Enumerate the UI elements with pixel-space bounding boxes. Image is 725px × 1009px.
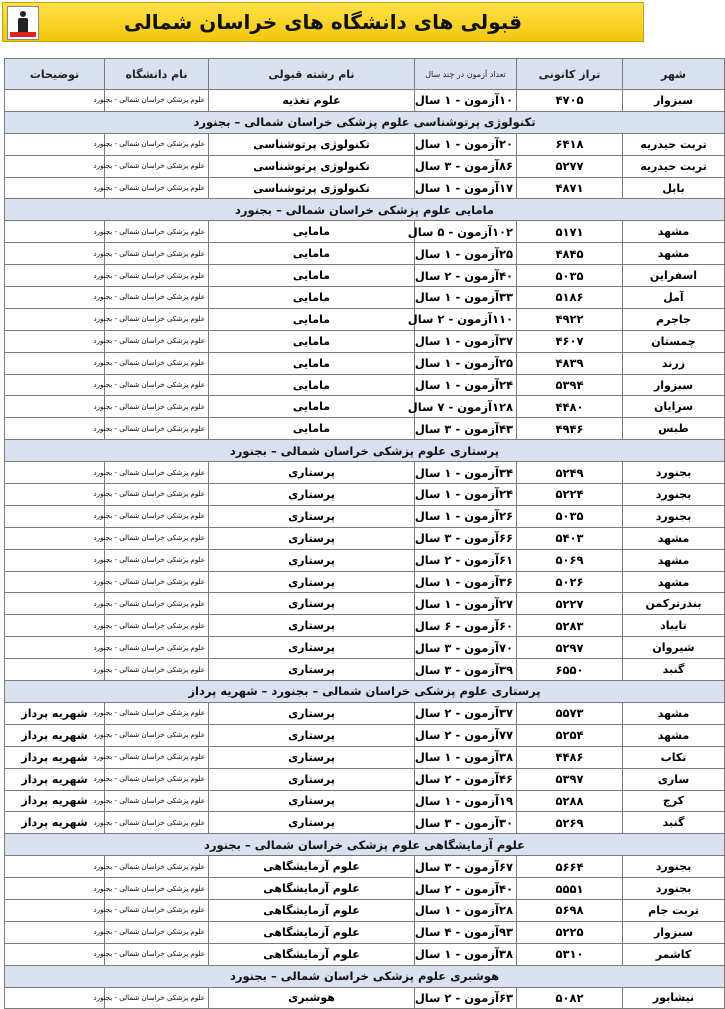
university-cell: علوم پزشکی خراسان شمالی - بجنورد [105,374,209,396]
rank-cell: ۳۸آزمون - ۱ سال [415,746,517,768]
section-row [5,681,725,703]
score-cell: ۵۶۹۸ [517,899,623,921]
header-description: توضیحات [5,59,105,90]
major-cell: پرستاری [209,484,415,506]
header-row [5,59,725,90]
table-row [5,746,725,768]
rank-cell: ۲۵آزمون - ۱ سال [415,352,517,374]
rank-cell: ۱۲۸آزمون - ۷ سال [415,396,517,418]
table-row [5,527,725,549]
university-cell: علوم پزشکی خراسان شمالی - بجنورد [105,571,209,593]
table-row [5,702,725,724]
rank-cell: ۷۷آزمون - ۲ سال [415,724,517,746]
city-cell: سرایان [623,396,725,418]
description-cell [5,921,105,943]
table-row [5,330,725,352]
major-cell: مامایی [209,308,415,330]
university-cell: علوم پزشکی خراسان شمالی - بجنورد [105,221,209,243]
description-cell [5,155,105,177]
university-cell: علوم پزشکی خراسان شمالی - بجنورد [105,133,209,155]
header-major: نام رشته قبولی [209,59,415,90]
city-cell: گنبد [623,812,725,834]
score-cell: ۵۲۴۹ [517,462,623,484]
city-cell: آمل [623,287,725,309]
description-cell [5,527,105,549]
results-table [4,58,725,1009]
major-cell: هوشبری [209,987,415,1009]
section-title: تکنولوژی پرتوشناسی علوم پزشکی خراسان شمالی – بجنورد [5,111,725,133]
city-cell: تربت حیدریه [623,133,725,155]
rank-cell: ۳۸آزمون - ۱ سال [415,943,517,965]
table-row [5,308,725,330]
major-cell: مامایی [209,287,415,309]
university-cell: علوم پزشکی خراسان شمالی - بجنورد [105,177,209,199]
major-cell: پرستاری [209,659,415,681]
city-cell: مشهد [623,221,725,243]
rank-cell: ۲۴آزمون - ۱ سال [415,374,517,396]
table-row [5,287,725,309]
city-cell: شیروان [623,637,725,659]
description-cell: شهریه پرداز [5,790,105,812]
score-cell: ۵۲۲۷ [517,593,623,615]
rank-cell: ۱۹آزمون - ۱ سال [415,790,517,812]
score-cell: ۵۰۸۲ [517,987,623,1009]
section-title: پرستاری علوم پزشکی خراسان شمالی – بجنورد – شهریه پرداز [5,681,725,703]
city-cell: زرند [623,352,725,374]
rank-cell: ۶۷آزمون - ۳ سال [415,856,517,878]
major-cell: پرستاری [209,790,415,812]
rank-cell: ۹۳آزمون - ۴ سال [415,921,517,943]
rank-cell: ۳۶آزمون - ۱ سال [415,571,517,593]
city-cell: مشهد [623,549,725,571]
city-cell: مشهد [623,571,725,593]
university-cell: علوم پزشکی خراسان شمالی - بجنورد [105,724,209,746]
city-cell: مشهد [623,702,725,724]
university-cell: علوم پزشکی خراسان شمالی - بجنورد [105,155,209,177]
description-cell [5,287,105,309]
rank-cell: ۳۷آزمون - ۲ سال [415,702,517,724]
city-cell: مشهد [623,243,725,265]
city-cell: سبزوار [623,921,725,943]
university-cell: علوم پزشکی خراسان شمالی - بجنورد [105,265,209,287]
city-cell: بجنورد [623,484,725,506]
score-cell: ۵۱۸۶ [517,287,623,309]
city-cell: بابل [623,177,725,199]
university-cell: علوم پزشکی خراسان شمالی - بجنورد [105,593,209,615]
title-banner [2,2,644,42]
rank-cell: ۳۴آزمون - ۱ سال [415,462,517,484]
table-row [5,943,725,965]
section-title: هوشبری علوم پزشکی خراسان شمالی – بجنورد [5,965,725,987]
description-cell [5,90,105,112]
major-cell: مامایی [209,221,415,243]
rank-cell: ۴۰آزمون - ۲ سال [415,265,517,287]
major-cell: مامایی [209,352,415,374]
rank-cell: ۲۸آزمون - ۱ سال [415,899,517,921]
table-row [5,659,725,681]
rank-cell: ۸۶آزمون - ۳ سال [415,155,517,177]
university-cell: علوم پزشکی خراسان شمالی - بجنورد [105,899,209,921]
score-cell: ۶۵۵۰ [517,659,623,681]
university-cell: علوم پزشکی خراسان شمالی - بجنورد [105,243,209,265]
major-cell: علوم تغذیه [209,90,415,112]
major-cell: پرستاری [209,527,415,549]
major-cell: مامایی [209,243,415,265]
table-row [5,790,725,812]
description-cell [5,571,105,593]
description-cell [5,352,105,374]
major-cell: تکنولوژی پرتوشناسی [209,133,415,155]
table-row [5,418,725,440]
table-row [5,177,725,199]
score-cell: ۶۴۱۸ [517,133,623,155]
rank-cell: ۴۰آزمون - ۲ سال [415,878,517,900]
score-cell: ۴۴۸۰ [517,396,623,418]
major-cell: تکنولوژی پرتوشناسی [209,155,415,177]
major-cell: پرستاری [209,812,415,834]
score-cell: ۴۸۷۱ [517,177,623,199]
major-cell: پرستاری [209,637,415,659]
university-cell: علوم پزشکی خراسان شمالی - بجنورد [105,352,209,374]
major-cell: پرستاری [209,746,415,768]
description-cell [5,462,105,484]
rank-cell: ۳۳آزمون - ۱ سال [415,287,517,309]
university-cell: علوم پزشکی خراسان شمالی - بجنورد [105,702,209,724]
table-row [5,265,725,287]
score-cell: ۵۲۹۷ [517,637,623,659]
score-cell: ۵۲۶۹ [517,812,623,834]
university-cell: علوم پزشکی خراسان شمالی - بجنورد [105,527,209,549]
description-cell: شهریه پرداز [5,812,105,834]
description-cell [5,330,105,352]
table-row [5,856,725,878]
page-title: قبولی های دانشگاه های خراسان شمالی [124,10,522,34]
table-row [5,571,725,593]
description-cell [5,943,105,965]
score-cell: ۵۰۲۶ [517,571,623,593]
rank-cell: ۲۴آزمون - ۱ سال [415,484,517,506]
score-cell: ۵۲۷۷ [517,155,623,177]
major-cell: علوم آزمایشگاهی [209,943,415,965]
university-cell: علوم پزشکی خراسان شمالی - بجنورد [105,987,209,1009]
table-row [5,462,725,484]
header-city: شهر [623,59,725,90]
score-cell: ۵۰۶۹ [517,549,623,571]
major-cell: پرستاری [209,724,415,746]
table-row [5,812,725,834]
city-cell: سبزوار [623,374,725,396]
university-cell: علوم پزشکی خراسان شمالی - بجنورد [105,462,209,484]
section-title: علوم آزمایشگاهی علوم پزشکی خراسان شمالی – بجنورد [5,834,725,856]
major-cell: پرستاری [209,593,415,615]
rank-cell: ۳۷آزمون - ۱ سال [415,330,517,352]
university-cell: علوم پزشکی خراسان شمالی - بجنورد [105,615,209,637]
city-cell: اسفراین [623,265,725,287]
description-cell [5,615,105,637]
university-cell: علوم پزشکی خراسان شمالی - بجنورد [105,330,209,352]
rank-cell: ۱۱۰آزمون - ۲ سال [415,308,517,330]
university-cell: علوم پزشکی خراسان شمالی - بجنورد [105,637,209,659]
table-row [5,615,725,637]
city-cell: مشهد [623,527,725,549]
major-cell: پرستاری [209,549,415,571]
score-cell: ۵۱۷۱ [517,221,623,243]
major-cell: پرستاری [209,462,415,484]
description-cell [5,856,105,878]
description-cell: شهریه پرداز [5,768,105,790]
header-score: تراز کانونی [517,59,623,90]
rank-cell: ۴۶آزمون - ۲ سال [415,768,517,790]
description-cell [5,308,105,330]
university-cell: علوم پزشکی خراسان شمالی - بجنورد [105,549,209,571]
rank-cell: ۶۱آزمون - ۲ سال [415,549,517,571]
description-cell [5,899,105,921]
city-cell: بجنورد [623,878,725,900]
university-cell: علوم پزشکی خراسان شمالی - بجنورد [105,790,209,812]
university-cell: علوم پزشکی خراسان شمالی - بجنورد [105,921,209,943]
major-cell: مامایی [209,330,415,352]
city-cell: بجنورد [623,462,725,484]
description-cell [5,374,105,396]
score-cell: ۴۶۰۷ [517,330,623,352]
major-cell: مامایی [209,265,415,287]
rank-cell: ۶۰آزمون - ۶ سال [415,615,517,637]
major-cell: مامایی [209,418,415,440]
score-cell: ۴۹۴۶ [517,418,623,440]
section-row [5,440,725,462]
score-cell: ۵۲۸۳ [517,615,623,637]
score-cell: ۴۸۴۵ [517,243,623,265]
description-cell [5,659,105,681]
section-row [5,199,725,221]
description-cell [5,878,105,900]
rank-cell: ۲۶آزمون - ۱ سال [415,505,517,527]
table-row [5,987,725,1009]
description-cell: شهریه پرداز [5,724,105,746]
major-cell: پرستاری [209,615,415,637]
score-cell: ۵۳۹۴ [517,374,623,396]
score-cell: ۵۰۳۵ [517,505,623,527]
university-cell: علوم پزشکی خراسان شمالی - بجنورد [105,90,209,112]
university-cell: علوم پزشکی خراسان شمالی - بجنورد [105,287,209,309]
table-row [5,484,725,506]
section-title: پرستاری علوم پزشکی خراسان شمالی – بجنورد [5,440,725,462]
logo [7,6,39,40]
score-cell: ۴۴۸۶ [517,746,623,768]
table-row [5,133,725,155]
score-cell: ۵۳۱۰ [517,943,623,965]
major-cell: علوم آزمایشگاهی [209,878,415,900]
description-cell [5,221,105,243]
section-row [5,111,725,133]
description-cell [5,265,105,287]
city-cell: بجنورد [623,505,725,527]
header-university: نام دانشگاه [105,59,209,90]
university-cell: علوم پزشکی خراسان شمالی - بجنورد [105,856,209,878]
table-row [5,724,725,746]
table-row [5,396,725,418]
score-cell: ۵۲۸۸ [517,790,623,812]
table-row [5,352,725,374]
score-cell: ۵۲۲۵ [517,921,623,943]
score-cell: ۴۷۰۵ [517,90,623,112]
university-cell: علوم پزشکی خراسان شمالی - بجنورد [105,812,209,834]
rank-cell: ۲۷آزمون - ۱ سال [415,593,517,615]
description-cell [5,243,105,265]
description-cell: شهریه پرداز [5,746,105,768]
major-cell: مامایی [209,374,415,396]
section-row [5,965,725,987]
university-cell: علوم پزشکی خراسان شمالی - بجنورد [105,768,209,790]
score-cell: ۵۵۷۳ [517,702,623,724]
city-cell: نیشابور [623,987,725,1009]
rank-cell: ۷۰آزمون - ۳ سال [415,637,517,659]
university-cell: علوم پزشکی خراسان شمالی - بجنورد [105,308,209,330]
city-cell: بندرترکمن [623,593,725,615]
city-cell: تایباد [623,615,725,637]
description-cell [5,484,105,506]
rank-cell: ۶۳آزمون - ۲ سال [415,987,517,1009]
logo-red-bar [10,32,36,37]
city-cell: کاشمر [623,943,725,965]
graduate-figure-icon [17,11,29,33]
major-cell: پرستاری [209,768,415,790]
city-cell: طبس [623,418,725,440]
table-row [5,243,725,265]
table-row [5,637,725,659]
university-cell: علوم پزشکی خراسان شمالی - بجنورد [105,943,209,965]
major-cell: مامایی [209,396,415,418]
section-title: مامایی علوم پزشکی خراسان شمالی – بجنورد [5,199,725,221]
university-cell: علوم پزشکی خراسان شمالی - بجنورد [105,484,209,506]
table-row [5,549,725,571]
table-row [5,155,725,177]
description-cell [5,177,105,199]
header-rank: تعداد آزمون در چند سال [415,59,517,90]
city-cell: چمستان [623,330,725,352]
score-cell: ۵۵۵۱ [517,878,623,900]
major-cell: علوم آزمایشگاهی [209,921,415,943]
rank-cell: ۳۰آزمون - ۳ سال [415,812,517,834]
description-cell [5,505,105,527]
university-cell: علوم پزشکی خراسان شمالی - بجنورد [105,505,209,527]
rank-cell: ۲۰آزمون - ۱ سال [415,133,517,155]
university-cell: علوم پزشکی خراسان شمالی - بجنورد [105,659,209,681]
description-cell [5,418,105,440]
table-row [5,878,725,900]
table-row [5,921,725,943]
major-cell: علوم آزمایشگاهی [209,899,415,921]
major-cell: تکنولوژی پرتوشناسی [209,177,415,199]
rank-cell: ۳۹آزمون - ۳ سال [415,659,517,681]
table-row [5,593,725,615]
university-cell: علوم پزشکی خراسان شمالی - بجنورد [105,418,209,440]
description-cell: شهریه پرداز [5,702,105,724]
city-cell: جاجرم [623,308,725,330]
score-cell: ۴۹۲۲ [517,308,623,330]
score-cell: ۵۰۳۵ [517,265,623,287]
description-cell [5,396,105,418]
description-cell [5,133,105,155]
description-cell [5,637,105,659]
city-cell: ساری [623,768,725,790]
city-cell: تربت حیدریه [623,155,725,177]
rank-cell: ۲۵آزمون - ۱ سال [415,243,517,265]
score-cell: ۵۴۰۳ [517,527,623,549]
city-cell: بجنورد [623,856,725,878]
description-cell [5,987,105,1009]
description-cell [5,549,105,571]
table-row [5,374,725,396]
section-row [5,834,725,856]
university-cell: علوم پزشکی خراسان شمالی - بجنورد [105,746,209,768]
rank-cell: ۴۳آزمون - ۳ سال [415,418,517,440]
major-cell: پرستاری [209,505,415,527]
city-cell: سبزوار [623,90,725,112]
major-cell: پرستاری [209,702,415,724]
university-cell: علوم پزشکی خراسان شمالی - بجنورد [105,878,209,900]
rank-cell: ۱۷آزمون - ۱ سال [415,177,517,199]
table-row [5,90,725,112]
score-cell: ۵۲۵۴ [517,724,623,746]
table-row [5,899,725,921]
major-cell: پرستاری [209,571,415,593]
score-cell: ۴۸۳۹ [517,352,623,374]
score-cell: ۵۶۶۴ [517,856,623,878]
rank-cell: ۶۶آزمون - ۳ سال [415,527,517,549]
city-cell: گنبد [623,659,725,681]
table-row [5,221,725,243]
city-cell: تکاب [623,746,725,768]
table-body [5,90,725,1009]
rank-cell: ۱۰آزمون - ۱ سال [415,90,517,112]
city-cell: تربت جام [623,899,725,921]
city-cell: مشهد [623,724,725,746]
rank-cell: ۱۰۲آزمون - ۵ سال [415,221,517,243]
score-cell: ۵۳۹۷ [517,768,623,790]
major-cell: علوم آزمایشگاهی [209,856,415,878]
score-cell: ۵۲۲۴ [517,484,623,506]
table-row [5,505,725,527]
university-cell: علوم پزشکی خراسان شمالی - بجنورد [105,396,209,418]
description-cell [5,593,105,615]
city-cell: کرج [623,790,725,812]
table-row [5,768,725,790]
